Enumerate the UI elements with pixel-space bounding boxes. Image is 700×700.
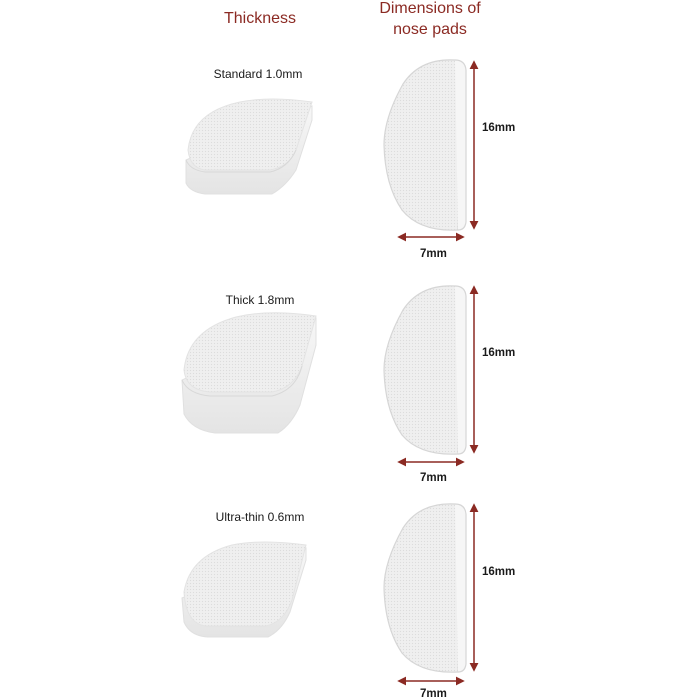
ultra-thin-pad-flat [384,504,466,672]
height-label-thick: 16mm [482,347,516,359]
thickness-header: Thickness [223,10,297,27]
width-label-thick: 7mm [420,472,447,484]
standard-pad-3d [186,99,312,194]
standard-pad-flat [384,60,466,230]
thick-pad-3d [182,313,316,433]
height-label-ultra-thin: 16mm [482,566,516,578]
height-label-standard: 16mm [482,122,516,134]
row-label-thick: Thick 1.8mm [225,293,295,307]
width-label-standard: 7mm [420,248,447,260]
thick-pad-flat [384,286,466,454]
row-label-standard: Standard 1.0mm [213,67,303,81]
ultra-thin-pad-3d [182,542,306,637]
width-label-ultra-thin: 7mm [420,688,447,700]
row-label-ultra-thin: Ultra-thin 0.6mm [215,510,305,524]
dimensions-header-line2: nose pads [393,21,467,38]
dimensions-header-line1: Dimensions of [379,0,481,17]
